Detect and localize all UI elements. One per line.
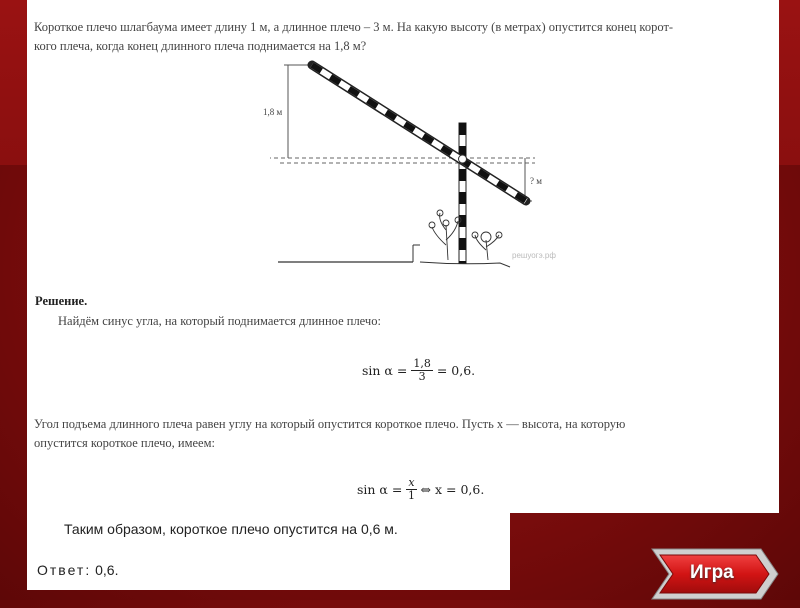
formula1-numerator: 1,8 — [413, 357, 431, 370]
formula2-denominator: 1 — [407, 489, 415, 502]
answer-value: 0,6. — [95, 562, 119, 578]
formula2-fraction — [406, 477, 416, 502]
pivot-point — [459, 155, 467, 163]
barrier-figure — [263, 55, 580, 275]
watermark: решуогэ.рф — [512, 251, 556, 260]
problem-line-1: Короткое плечо шлагбаума имеет длину 1 м, а длинное плечо – 3 м. На какую высоту (в метрах) опустится конец корот- — [34, 20, 674, 34]
formula1-fraction — [411, 358, 433, 383]
barrier-diagram — [270, 55, 580, 275]
solution-paragraph-line-1: Угол подъема длинного плеча равен углу на который опустится короткое плечо. Пусть x — высота, на которую — [34, 417, 626, 431]
formula-sin-short — [357, 477, 484, 502]
plant-left — [429, 210, 461, 260]
formula1-lhs: sin α = — [362, 363, 408, 378]
problem-line-2: кого плеча, когда конец длинного плеча поднимается на 1,8 м? — [34, 39, 367, 53]
game-button-label[interactable]: Игра — [690, 562, 734, 583]
formula-sin-long — [362, 358, 475, 383]
answer-label: Ответ: — [37, 562, 92, 578]
solution-intro: Найдём синус угла, на который поднимается длинное плечо: — [58, 314, 381, 328]
conclusion-text: Таким образом, короткое плечо опустится на 0,6 м. — [64, 521, 398, 537]
formula1-denominator: 3 — [418, 370, 426, 383]
label-height-short: ? м — [530, 176, 542, 186]
answer-line — [37, 562, 118, 578]
solution-paragraph-line-2: опустится короткое плечо, имеем: — [34, 436, 215, 450]
solution-heading: Решение. — [35, 294, 88, 308]
formula1-rhs: = 0,6. — [436, 363, 476, 378]
barrier-arm-fill — [312, 65, 526, 201]
problem-statement — [34, 18, 774, 56]
formula2-rhs: ⇔ x = 0,6. — [420, 482, 485, 497]
solution-paragraph — [34, 415, 774, 453]
formula2-numerator: x — [408, 476, 415, 489]
label-height-long: 1,8 м — [263, 107, 283, 117]
plant-right — [472, 232, 502, 260]
formula2-lhs: sin α = — [357, 482, 403, 497]
